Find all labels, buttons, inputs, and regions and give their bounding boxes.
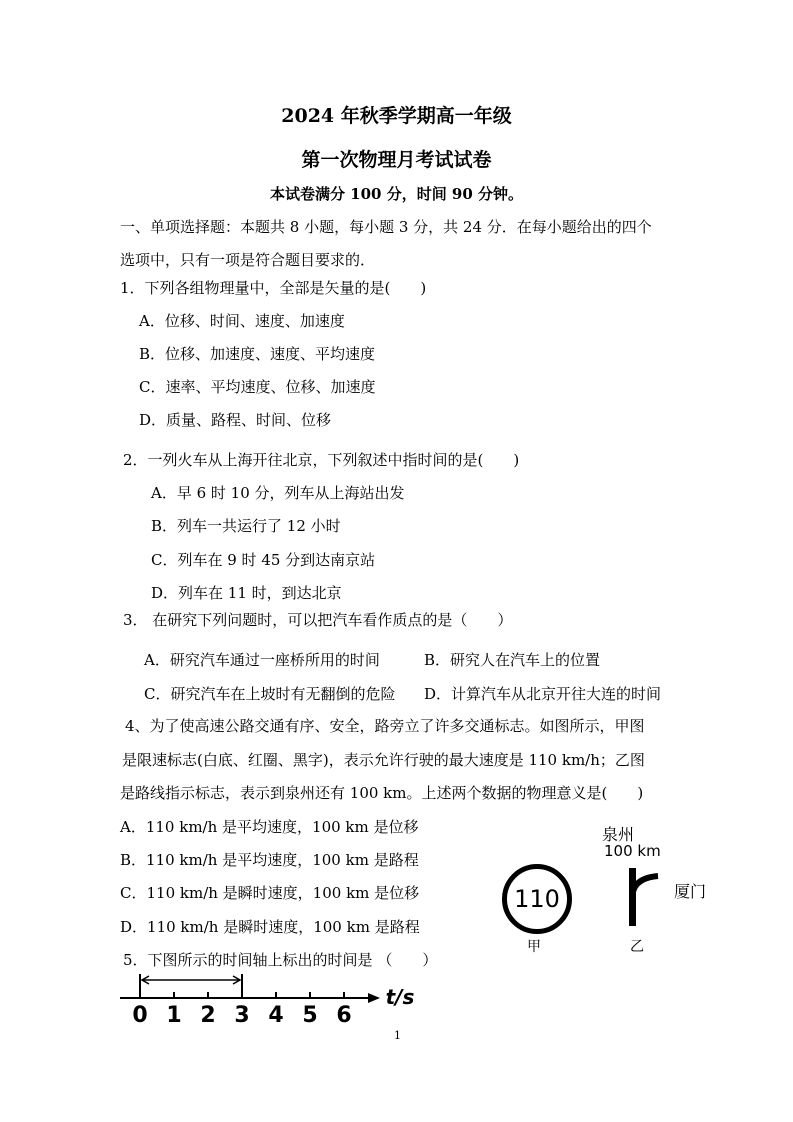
time-axis-unit-label: t/s [385, 985, 415, 1009]
route-sign-caption: 乙 [630, 939, 644, 955]
q4-stem-line3: 是路线指示标志，表示到泉州还有 100 km。上述两个数据的物理意义是( ) [120, 784, 644, 802]
route-fork-arrow-icon [620, 862, 680, 928]
page-number: 1 [394, 1029, 401, 1042]
q1-option-c: C．速率、平均速度、位移、加速度 [139, 378, 376, 396]
q2-option-b: B．列车一共运行了 12 小时 [151, 517, 341, 535]
q5-stem: 5．下图所示的时间轴上标出的时间是 （ ） [123, 951, 438, 969]
route-sign-city: 泉州 [602, 825, 635, 844]
q4-option-a: A．110 km/h 是平均速度，100 km 是位移 [120, 818, 419, 836]
q1-option-a: A．位移、时间、速度、加速度 [139, 312, 345, 330]
time-axis-figure [110, 972, 415, 1028]
exam-title-line2: 第一次物理月考试试卷 [301, 149, 492, 171]
q3-option-b: B．研究人在汽车上的位置 [424, 651, 601, 669]
section1-instructions-line1: 一、单项选择题：本题共 8 小题，每小题 3 分，共 24 分．在每小题给出的四个 [120, 218, 652, 236]
time-axis-tick-label: 4 [268, 1003, 284, 1028]
q4-stem-line1: 4、为了使高速公路交通有序、安全，路旁立了许多交通标志。如图所示，甲图 [125, 717, 645, 735]
route-sign-branch: 厦门 [674, 882, 707, 901]
exam-title-line1: 2024 年秋季学期高一年级 [281, 105, 512, 127]
speed-limit-value: 110 [514, 885, 560, 913]
q1-stem: 1．下列各组物理量中，全部是矢量的是( ) [120, 279, 427, 297]
time-axis-tick-label: 0 [132, 1003, 148, 1028]
q2-option-c: C．列车在 9 时 45 分到达南京站 [151, 551, 376, 569]
q3-option-c: C．研究汽车在上坡时有无翻倒的危险 [144, 685, 396, 703]
section1-instructions-line2: 选项中，只有一项是符合题目要求的． [120, 251, 376, 269]
q3-option-d: D．计算汽车从北京开往大连的时间 [424, 685, 662, 703]
q3-stem: 3． 在研究下列问题时，可以把汽车看作质点的是（ ） [123, 611, 513, 629]
route-sign-distance: 100 km [604, 842, 661, 860]
q4-option-b: B．110 km/h 是平均速度，100 km 是路程 [120, 851, 419, 869]
time-axis-tick-label: 2 [200, 1003, 216, 1028]
time-axis-tick-label: 3 [234, 1003, 250, 1028]
exam-subtitle: 本试卷满分 100 分，时间 90 分钟。 [269, 185, 524, 203]
q1-option-b: B．位移、加速度、速度、平均速度 [139, 345, 376, 363]
time-axis-tick-label: 1 [166, 1003, 182, 1028]
q4-option-c: C．110 km/h 是瞬时速度，100 km 是位移 [120, 884, 420, 902]
speed-sign-caption: 甲 [527, 939, 541, 955]
q2-stem: 2．一列火车从上海开往北京，下列叙述中指时间的是( ) [123, 451, 520, 469]
q3-option-a: A．研究汽车通过一座桥所用的时间 [144, 651, 380, 669]
q1-option-d: D．质量、路程、时间、位移 [139, 411, 332, 429]
time-axis-tick-label: 6 [336, 1003, 352, 1028]
q4-option-d: D．110 km/h 是瞬时速度，100 km 是路程 [120, 918, 420, 936]
q4-stem-line2: 是限速标志(白底、红圈、黑字)，表示允许行驶的最大速度是 110 km/h；乙图 [122, 751, 645, 769]
time-axis-arrowhead [368, 993, 380, 1003]
time-axis-tick-label: 5 [302, 1003, 318, 1028]
q2-option-d: D．列车在 11 时，到达北京 [151, 584, 342, 602]
speed-limit-sign [502, 864, 572, 934]
q2-option-a: A．早 6 时 10 分，列车从上海站出发 [151, 484, 405, 502]
